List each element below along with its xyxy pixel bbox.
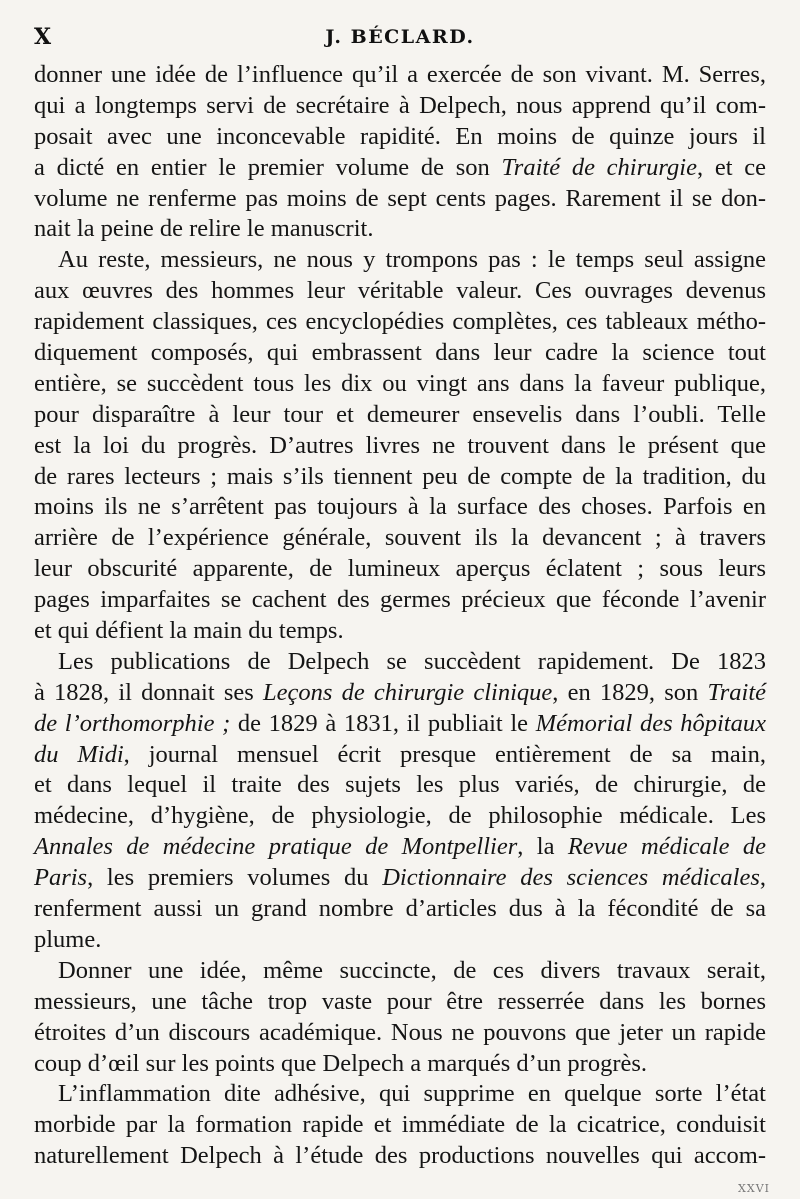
text-line: [34, 801, 766, 832]
text-line: [34, 925, 766, 956]
text-line: [34, 307, 766, 338]
text-run: leur obscurité apparente, de lumineux aperçus éclatent ; sous leurs: [34, 555, 766, 583]
text-run: L’inflammation dite adhésive, qui supprime en quelque sorte l’état: [58, 1080, 766, 1108]
text-line: [34, 832, 766, 863]
text-line: [34, 709, 766, 740]
text-run: de 1829 à 1831, il publiait le: [230, 709, 536, 737]
text-line: [34, 770, 766, 801]
text-run: renferment aussi un grand nombre d’articles dus à la fécondité de sa: [34, 895, 766, 923]
text-run: ,: [759, 864, 767, 892]
text-run: , les premiers volumes du: [87, 864, 383, 892]
body-text: [34, 60, 766, 1172]
text-run: entière, se succèdent tous les dix ou vingt ans dans la faveur publique,: [34, 369, 766, 397]
text-run: morbide par la formation rapide et immédiate de la cicatrice, conduisit: [34, 1111, 766, 1139]
text-run: , et ce: [696, 153, 766, 181]
text-line: [34, 1110, 766, 1141]
text-line: [34, 276, 766, 307]
italic-title: Leçons de chirurgie clinique: [262, 678, 553, 706]
text-run: posait avec une inconcevable rapidité. En moins de quinze jours il: [34, 122, 766, 150]
italic-title: Annales de médecine pratique de Montpellier: [34, 833, 518, 861]
text-run: nait la peine de relire le manuscrit.: [34, 215, 374, 243]
text-run: Les publications de Delpech se succèdent rapidement. De 1823: [58, 647, 766, 675]
text-run: naturellement Delpech à l’étude des productions nouvelles qui accom-: [34, 1142, 766, 1170]
text-line: [34, 894, 766, 925]
text-run: diquement composés, qui embrassent dans leur cadre la science tout: [34, 339, 766, 367]
text-line: [34, 431, 766, 462]
text-line: [34, 214, 766, 245]
page-number: X: [34, 24, 53, 50]
text-line: [34, 863, 766, 894]
text-line: [34, 1049, 766, 1080]
signature-mark: XXVI: [738, 1182, 770, 1195]
text-run: volume ne renferme pas moins de sept cents pages. Rarement il se don-: [34, 184, 766, 212]
text-run: médecine, d’hygiène, de physiologie, de philosophie médicale. Les: [34, 802, 766, 830]
text-line: [34, 60, 766, 91]
text-run: aux œuvres des hommes leur véritable valeur. Ces ouvrages devenus: [34, 277, 766, 305]
paragraph: [34, 647, 766, 956]
text-run: moins ils ne s’arrêtent pas toujours à la surface des choses. Parfois en: [34, 493, 766, 521]
text-line: [34, 523, 766, 554]
text-run: étroites d’un discours académique. Nous ne pouvons que jeter un rapide: [34, 1018, 766, 1046]
text-line: [34, 91, 766, 122]
text-line: [34, 338, 766, 369]
text-line: [34, 122, 766, 153]
text-run: à 1828, il donnait ses: [34, 678, 263, 706]
text-line: [34, 647, 766, 678]
italic-title: du Midi: [34, 740, 124, 768]
italic-title: Revue médicale de: [567, 833, 766, 861]
italic-title: Paris: [34, 864, 88, 892]
text-line: [34, 184, 766, 215]
text-line: [34, 1141, 766, 1172]
paragraph: [34, 60, 766, 245]
text-run: plume.: [34, 925, 102, 953]
text-run: et dans lequel il traite des sujets les plus variés, de chirurgie, de: [34, 771, 766, 799]
text-line: [34, 956, 766, 987]
text-run: Au reste, messieurs, ne nous y trompons pas : le temps seul assigne: [58, 246, 766, 274]
text-run: messieurs, une tâche trop vaste pour être resserrée dans les bornes: [34, 987, 766, 1015]
italic-title: Dictionnaire des sciences médicales: [382, 864, 760, 892]
text-line: [34, 1018, 766, 1049]
text-line: [34, 987, 766, 1018]
text-run: pour disparaître à leur tour et demeurer ensevelis dans l’oubli. Telle: [34, 400, 766, 428]
italic-title: Mémorial des hôpitaux: [535, 709, 766, 737]
text-run: arrière de l’expérience générale, souvent ils la devancent ; à travers: [34, 524, 766, 552]
text-line: [34, 616, 766, 647]
text-run: , journal mensuel écrit presque entièrement de sa main,: [123, 740, 766, 768]
text-run: Donner une idée, même succincte, de ces divers travaux serait,: [58, 956, 766, 984]
paragraph: [34, 1079, 766, 1172]
text-line: [34, 740, 766, 771]
text-line: [34, 245, 766, 276]
page-header: [34, 24, 766, 58]
text-run: de rares lecteurs ; mais s’ils tiennent peu de compte de la tradition, du: [34, 462, 766, 490]
text-run: rapidement classiques, ces encyclopédies complètes, ces tableaux métho-: [34, 308, 766, 336]
italic-title: de l’orthomorphie ;: [34, 709, 231, 737]
text-line: [34, 400, 766, 431]
italic-title: Traité: [707, 678, 766, 706]
text-line: [34, 369, 766, 400]
text-run: qui a longtemps servi de secrétaire à Delpech, nous apprend qu’il com-: [34, 91, 766, 119]
paragraph: [34, 245, 766, 647]
text-line: [34, 462, 766, 493]
text-run: coup d’œil sur les points que Delpech a marqués d’un progrès.: [34, 1049, 648, 1077]
text-line: [34, 1079, 766, 1110]
italic-title: Traité de chirurgie: [501, 153, 697, 181]
running-head: J. BÉCLARD.: [325, 26, 475, 48]
text-line: [34, 585, 766, 616]
text-line: [34, 492, 766, 523]
text-run: et qui défient la main du temps.: [34, 617, 344, 645]
text-run: , en 1829, son: [552, 678, 708, 706]
text-run: a dicté en entier le premier volume de son: [34, 153, 502, 181]
text-run: , la: [517, 833, 568, 861]
text-run: donner une idée de l’influence qu’il a exercée de son vivant. M. Serres,: [34, 61, 766, 88]
text-run: pages imparfaites se cachent des germes précieux que féconde l’avenir: [34, 586, 766, 614]
text-line: [34, 153, 766, 184]
text-line: [34, 554, 766, 585]
text-run: est la loi du progrès. D’autres livres ne trouvent dans le présent que: [34, 431, 766, 459]
text-line: [34, 678, 766, 709]
paragraph: [34, 956, 766, 1080]
